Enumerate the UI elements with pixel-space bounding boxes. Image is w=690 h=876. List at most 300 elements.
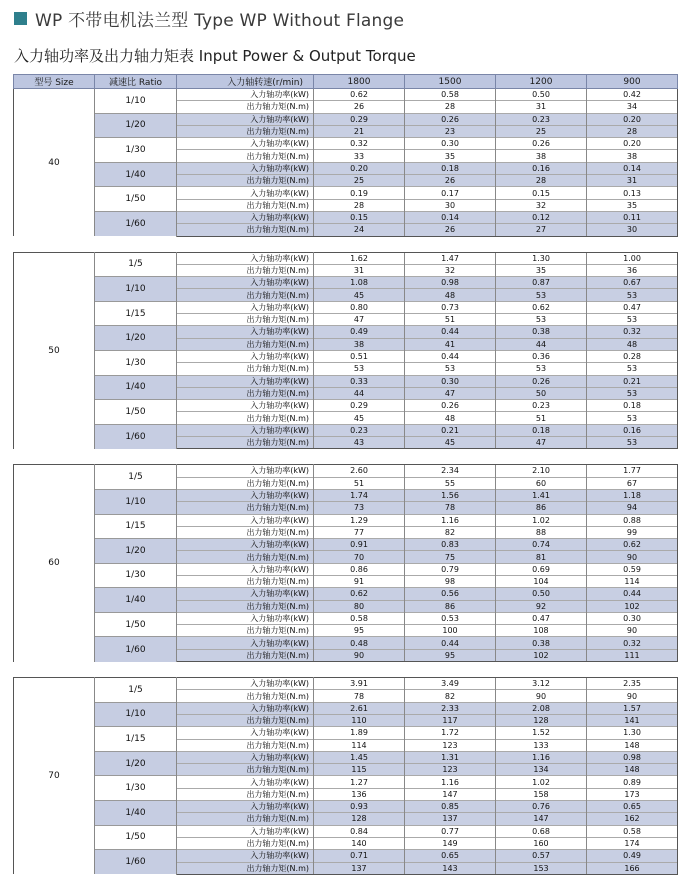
power-value-cell: 0.13 — [587, 187, 678, 199]
input-power-label: 入力轴功率(kW) — [177, 138, 314, 150]
torque-value-cell: 95 — [314, 625, 405, 637]
torque-value-cell: 53 — [587, 412, 678, 424]
table-row — [14, 375, 678, 387]
power-value-cell: 0.44 — [587, 588, 678, 600]
size-cell: 70 — [14, 678, 95, 875]
torque-value-cell: 47 — [314, 314, 405, 326]
power-value-cell: 1.77 — [587, 465, 678, 477]
power-value-cell: 0.42 — [587, 89, 678, 101]
table-row — [14, 751, 678, 763]
power-value-cell: 0.44 — [405, 350, 496, 362]
torque-value-cell: 53 — [405, 363, 496, 375]
power-value-cell: 1.18 — [587, 489, 678, 501]
torque-value-cell: 32 — [496, 199, 587, 211]
ratio-cell: 1/15 — [95, 301, 177, 326]
power-value-cell: 0.67 — [587, 277, 678, 289]
header-input-speed: 入力轴转速(r/min) — [177, 75, 314, 89]
torque-value-cell: 143 — [405, 862, 496, 874]
output-torque-label: 出力轴力矩(N.m) — [177, 764, 314, 776]
power-torque-table — [13, 74, 678, 875]
output-torque-label: 出力轴力矩(N.m) — [177, 649, 314, 661]
power-value-cell: 0.48 — [314, 637, 405, 649]
torque-value-cell: 90 — [587, 625, 678, 637]
header-speed-900: 900 — [587, 75, 678, 89]
header-speed-1200: 1200 — [496, 75, 587, 89]
group-spacer-cell — [14, 236, 678, 252]
table-row — [14, 211, 678, 223]
power-value-cell: 0.29 — [314, 400, 405, 412]
power-value-cell: 2.08 — [496, 702, 587, 714]
ratio-cell: 1/20 — [95, 326, 177, 351]
table-row — [14, 801, 678, 813]
power-value-cell: 0.15 — [314, 211, 405, 223]
power-value-cell: 0.98 — [587, 751, 678, 763]
power-value-cell: 0.73 — [405, 301, 496, 313]
input-power-label: 入力轴功率(kW) — [177, 252, 314, 264]
power-value-cell: 0.56 — [405, 588, 496, 600]
torque-value-cell: 38 — [587, 150, 678, 162]
table-row — [14, 187, 678, 199]
power-value-cell: 1.08 — [314, 277, 405, 289]
torque-value-cell: 26 — [405, 224, 496, 236]
torque-value-cell: 51 — [314, 477, 405, 489]
power-value-cell: 3.49 — [405, 678, 496, 690]
power-value-cell: 0.32 — [587, 326, 678, 338]
table-row — [14, 514, 678, 526]
power-value-cell: 0.47 — [587, 301, 678, 313]
torque-value-cell: 26 — [314, 101, 405, 113]
ratio-cell: 1/50 — [95, 187, 177, 212]
torque-value-cell: 117 — [405, 714, 496, 726]
input-power-label: 入力轴功率(kW) — [177, 850, 314, 862]
torque-value-cell: 137 — [314, 862, 405, 874]
torque-value-cell: 50 — [496, 387, 587, 399]
input-power-label: 入力轴功率(kW) — [177, 751, 314, 763]
power-value-cell: 0.32 — [587, 637, 678, 649]
power-value-cell: 1.30 — [587, 727, 678, 739]
input-power-label: 入力轴功率(kW) — [177, 489, 314, 501]
ratio-cell: 1/15 — [95, 514, 177, 539]
torque-value-cell: 98 — [405, 575, 496, 587]
ratio-cell: 1/50 — [95, 825, 177, 850]
torque-value-cell: 53 — [496, 314, 587, 326]
torque-value-cell: 95 — [405, 649, 496, 661]
power-value-cell: 0.11 — [587, 211, 678, 223]
ratio-cell: 1/60 — [95, 850, 177, 875]
ratio-cell: 1/5 — [95, 678, 177, 703]
power-value-cell: 0.30 — [405, 375, 496, 387]
torque-value-cell: 21 — [314, 125, 405, 137]
output-torque-label: 出力轴力矩(N.m) — [177, 264, 314, 276]
torque-value-cell: 80 — [314, 600, 405, 612]
power-value-cell: 0.88 — [587, 514, 678, 526]
power-value-cell: 2.33 — [405, 702, 496, 714]
torque-value-cell: 90 — [587, 690, 678, 702]
torque-value-cell: 26 — [405, 175, 496, 187]
power-value-cell: 0.26 — [405, 113, 496, 125]
power-value-cell: 1.16 — [405, 776, 496, 788]
torque-value-cell: 148 — [587, 739, 678, 751]
torque-value-cell: 75 — [405, 551, 496, 563]
output-torque-label: 出力轴力矩(N.m) — [177, 150, 314, 162]
power-value-cell: 0.91 — [314, 539, 405, 551]
output-torque-label: 出力轴力矩(N.m) — [177, 625, 314, 637]
power-value-cell: 0.69 — [496, 563, 587, 575]
input-power-label: 入力轴功率(kW) — [177, 301, 314, 313]
table-row — [14, 277, 678, 289]
output-torque-label: 出力轴力矩(N.m) — [177, 714, 314, 726]
size-cell: 40 — [14, 89, 95, 237]
output-torque-label: 出力轴力矩(N.m) — [177, 862, 314, 874]
power-value-cell: 0.21 — [587, 375, 678, 387]
power-value-cell: 0.23 — [496, 400, 587, 412]
power-value-cell: 0.17 — [405, 187, 496, 199]
power-value-cell: 0.62 — [314, 89, 405, 101]
power-value-cell: 0.51 — [314, 350, 405, 362]
power-value-cell: 0.15 — [496, 187, 587, 199]
torque-value-cell: 41 — [405, 338, 496, 350]
input-power-label: 入力轴功率(kW) — [177, 350, 314, 362]
torque-value-cell: 173 — [587, 788, 678, 800]
power-value-cell: 0.16 — [496, 162, 587, 174]
ratio-cell: 1/15 — [95, 727, 177, 752]
torque-value-cell: 111 — [587, 649, 678, 661]
power-value-cell: 0.33 — [314, 375, 405, 387]
power-value-cell: 0.58 — [314, 612, 405, 624]
input-power-label: 入力轴功率(kW) — [177, 776, 314, 788]
torque-value-cell: 31 — [314, 264, 405, 276]
table-row — [14, 350, 678, 362]
torque-value-cell: 94 — [587, 502, 678, 514]
power-value-cell: 1.74 — [314, 489, 405, 501]
torque-value-cell: 92 — [496, 600, 587, 612]
output-torque-label: 出力轴力矩(N.m) — [177, 690, 314, 702]
ratio-cell: 1/20 — [95, 113, 177, 138]
group-spacer-cell — [14, 449, 678, 465]
torque-value-cell: 81 — [496, 551, 587, 563]
power-value-cell: 0.71 — [314, 850, 405, 862]
torque-value-cell: 53 — [587, 314, 678, 326]
torque-value-cell: 23 — [405, 125, 496, 137]
table-row — [14, 489, 678, 501]
ratio-cell: 1/40 — [95, 588, 177, 613]
power-value-cell: 0.32 — [314, 138, 405, 150]
ratio-cell: 1/5 — [95, 465, 177, 490]
ratio-cell: 1/30 — [95, 350, 177, 375]
table-row — [14, 825, 678, 837]
torque-value-cell: 27 — [496, 224, 587, 236]
torque-value-cell: 88 — [496, 526, 587, 538]
table-row — [14, 612, 678, 624]
header-speed-1800: 1800 — [314, 75, 405, 89]
table-row — [14, 326, 678, 338]
power-value-cell: 1.27 — [314, 776, 405, 788]
power-value-cell: 0.49 — [314, 326, 405, 338]
torque-value-cell: 53 — [496, 289, 587, 301]
input-power-label: 入力轴功率(kW) — [177, 563, 314, 575]
power-value-cell: 0.26 — [496, 375, 587, 387]
power-value-cell: 0.44 — [405, 326, 496, 338]
torque-value-cell: 102 — [587, 600, 678, 612]
power-value-cell: 0.26 — [496, 138, 587, 150]
power-value-cell: 2.35 — [587, 678, 678, 690]
torque-value-cell: 48 — [587, 338, 678, 350]
title-square-icon — [14, 12, 27, 25]
input-power-label: 入力轴功率(kW) — [177, 211, 314, 223]
title-row — [14, 7, 404, 29]
power-value-cell: 1.62 — [314, 252, 405, 264]
ratio-cell: 1/10 — [95, 489, 177, 514]
size-cell: 60 — [14, 465, 95, 662]
power-value-cell: 1.29 — [314, 514, 405, 526]
torque-value-cell: 35 — [496, 264, 587, 276]
torque-value-cell: 48 — [405, 289, 496, 301]
power-value-cell: 0.36 — [496, 350, 587, 362]
power-value-cell: 0.18 — [405, 162, 496, 174]
torque-value-cell: 128 — [496, 714, 587, 726]
ratio-cell: 1/50 — [95, 612, 177, 637]
power-value-cell: 0.38 — [496, 326, 587, 338]
table-row — [14, 637, 678, 649]
torque-value-cell: 90 — [587, 551, 678, 563]
output-torque-label: 出力轴力矩(N.m) — [177, 387, 314, 399]
torque-value-cell: 147 — [496, 813, 587, 825]
torque-value-cell: 158 — [496, 788, 587, 800]
torque-value-cell: 128 — [314, 813, 405, 825]
output-torque-label: 出力轴力矩(N.m) — [177, 788, 314, 800]
torque-value-cell: 67 — [587, 477, 678, 489]
power-value-cell: 0.76 — [496, 801, 587, 813]
power-value-cell: 0.83 — [405, 539, 496, 551]
table-row — [14, 465, 678, 477]
output-torque-label: 出力轴力矩(N.m) — [177, 199, 314, 211]
torque-value-cell: 86 — [405, 600, 496, 612]
power-value-cell: 0.65 — [405, 850, 496, 862]
input-power-label: 入力轴功率(kW) — [177, 539, 314, 551]
torque-value-cell: 114 — [587, 575, 678, 587]
power-value-cell: 0.30 — [405, 138, 496, 150]
torque-value-cell: 99 — [587, 526, 678, 538]
power-value-cell: 0.77 — [405, 825, 496, 837]
power-value-cell: 0.19 — [314, 187, 405, 199]
input-power-label: 入力轴功率(kW) — [177, 637, 314, 649]
table-row — [14, 702, 678, 714]
power-value-cell: 0.23 — [496, 113, 587, 125]
torque-value-cell: 35 — [405, 150, 496, 162]
torque-value-cell: 36 — [587, 264, 678, 276]
power-value-cell: 0.89 — [587, 776, 678, 788]
table-row — [14, 400, 678, 412]
input-power-label: 入力轴功率(kW) — [177, 678, 314, 690]
power-value-cell: 0.84 — [314, 825, 405, 837]
power-value-cell: 0.58 — [405, 89, 496, 101]
table-row — [14, 563, 678, 575]
torque-value-cell: 166 — [587, 862, 678, 874]
page-subtitle: 入力轴功率及出力轴力矩表 Input Power & Output Torque — [14, 47, 416, 65]
ratio-cell: 1/30 — [95, 138, 177, 163]
output-torque-label: 出力轴力矩(N.m) — [177, 125, 314, 137]
torque-value-cell: 55 — [405, 477, 496, 489]
torque-value-cell: 102 — [496, 649, 587, 661]
torque-value-cell: 100 — [405, 625, 496, 637]
output-torque-label: 出力轴力矩(N.m) — [177, 739, 314, 751]
torque-value-cell: 53 — [587, 387, 678, 399]
power-value-cell: 0.86 — [314, 563, 405, 575]
torque-value-cell: 162 — [587, 813, 678, 825]
power-value-cell: 3.91 — [314, 678, 405, 690]
torque-value-cell: 28 — [314, 199, 405, 211]
ratio-cell: 1/5 — [95, 252, 177, 277]
power-value-cell: 0.53 — [405, 612, 496, 624]
torque-value-cell: 38 — [496, 150, 587, 162]
ratio-cell: 1/40 — [95, 801, 177, 826]
output-torque-label: 出力轴力矩(N.m) — [177, 526, 314, 538]
power-value-cell: 0.23 — [314, 424, 405, 436]
power-value-cell: 1.45 — [314, 751, 405, 763]
output-torque-label: 出力轴力矩(N.m) — [177, 224, 314, 236]
torque-value-cell: 70 — [314, 551, 405, 563]
power-value-cell: 0.74 — [496, 539, 587, 551]
torque-value-cell: 45 — [314, 289, 405, 301]
power-value-cell: 0.38 — [496, 637, 587, 649]
power-value-cell: 2.61 — [314, 702, 405, 714]
group-spacer-cell — [14, 662, 678, 678]
ratio-cell: 1/40 — [95, 375, 177, 400]
torque-value-cell: 33 — [314, 150, 405, 162]
power-value-cell: 0.49 — [587, 850, 678, 862]
power-value-cell: 0.21 — [405, 424, 496, 436]
ratio-cell: 1/60 — [95, 424, 177, 449]
power-value-cell: 2.60 — [314, 465, 405, 477]
input-power-label: 入力轴功率(kW) — [177, 424, 314, 436]
power-value-cell: 1.52 — [496, 727, 587, 739]
torque-value-cell: 48 — [405, 412, 496, 424]
ratio-cell: 1/20 — [95, 751, 177, 776]
power-value-cell: 1.47 — [405, 252, 496, 264]
power-value-cell: 0.85 — [405, 801, 496, 813]
torque-value-cell: 35 — [587, 199, 678, 211]
output-torque-label: 出力轴力矩(N.m) — [177, 551, 314, 563]
input-power-label: 入力轴功率(kW) — [177, 612, 314, 624]
torque-value-cell: 110 — [314, 714, 405, 726]
torque-value-cell: 28 — [405, 101, 496, 113]
power-value-cell: 0.87 — [496, 277, 587, 289]
table-row — [14, 301, 678, 313]
power-value-cell: 0.18 — [496, 424, 587, 436]
input-power-label: 入力轴功率(kW) — [177, 702, 314, 714]
torque-value-cell: 45 — [314, 412, 405, 424]
torque-value-cell: 31 — [496, 101, 587, 113]
torque-value-cell: 104 — [496, 575, 587, 587]
torque-value-cell: 53 — [587, 437, 678, 449]
table-row — [14, 850, 678, 862]
torque-value-cell: 123 — [405, 739, 496, 751]
power-value-cell: 0.14 — [405, 211, 496, 223]
power-value-cell: 0.62 — [496, 301, 587, 313]
power-value-cell: 0.59 — [587, 563, 678, 575]
power-value-cell: 0.50 — [496, 89, 587, 101]
power-value-cell: 0.93 — [314, 801, 405, 813]
table-row — [14, 539, 678, 551]
torque-value-cell: 34 — [587, 101, 678, 113]
ratio-cell: 1/60 — [95, 637, 177, 662]
spec-table-container — [13, 74, 677, 875]
power-value-cell: 0.98 — [405, 277, 496, 289]
torque-value-cell: 45 — [405, 437, 496, 449]
torque-value-cell: 60 — [496, 477, 587, 489]
power-value-cell: 1.02 — [496, 514, 587, 526]
ratio-cell: 1/30 — [95, 776, 177, 801]
table-row — [14, 588, 678, 600]
group-spacer — [14, 449, 678, 465]
input-power-label: 入力轴功率(kW) — [177, 162, 314, 174]
torque-value-cell: 136 — [314, 788, 405, 800]
torque-value-cell: 149 — [405, 837, 496, 849]
power-value-cell: 0.68 — [496, 825, 587, 837]
torque-value-cell: 30 — [587, 224, 678, 236]
power-value-cell: 0.28 — [587, 350, 678, 362]
input-power-label: 入力轴功率(kW) — [177, 588, 314, 600]
output-torque-label: 出力轴力矩(N.m) — [177, 314, 314, 326]
table-row — [14, 162, 678, 174]
input-power-label: 入力轴功率(kW) — [177, 375, 314, 387]
torque-value-cell: 134 — [496, 764, 587, 776]
torque-value-cell: 160 — [496, 837, 587, 849]
power-value-cell: 1.16 — [405, 514, 496, 526]
power-value-cell: 0.16 — [587, 424, 678, 436]
ratio-cell: 1/60 — [95, 211, 177, 236]
torque-value-cell: 147 — [405, 788, 496, 800]
power-value-cell: 0.62 — [587, 539, 678, 551]
torque-value-cell: 114 — [314, 739, 405, 751]
power-value-cell: 0.20 — [587, 113, 678, 125]
torque-value-cell: 25 — [496, 125, 587, 137]
torque-value-cell: 153 — [496, 862, 587, 874]
table-row — [14, 776, 678, 788]
header-size: 型号 Size — [14, 75, 95, 89]
input-power-label: 入力轴功率(kW) — [177, 89, 314, 101]
output-torque-label: 出力轴力矩(N.m) — [177, 575, 314, 587]
torque-value-cell: 86 — [496, 502, 587, 514]
input-power-label: 入力轴功率(kW) — [177, 801, 314, 813]
power-value-cell: 1.16 — [496, 751, 587, 763]
input-power-label: 入力轴功率(kW) — [177, 113, 314, 125]
ratio-cell: 1/10 — [95, 89, 177, 114]
torque-value-cell: 123 — [405, 764, 496, 776]
torque-value-cell: 31 — [587, 175, 678, 187]
torque-value-cell: 78 — [314, 690, 405, 702]
power-value-cell: 0.14 — [587, 162, 678, 174]
size-cell: 50 — [14, 252, 95, 449]
torque-value-cell: 44 — [314, 387, 405, 399]
torque-value-cell: 90 — [314, 649, 405, 661]
torque-value-cell: 53 — [496, 363, 587, 375]
output-torque-label: 出力轴力矩(N.m) — [177, 502, 314, 514]
output-torque-label: 出力轴力矩(N.m) — [177, 363, 314, 375]
group-spacer — [14, 662, 678, 678]
power-value-cell: 0.62 — [314, 588, 405, 600]
torque-value-cell: 25 — [314, 175, 405, 187]
table-row — [14, 678, 678, 690]
table-row — [14, 89, 678, 101]
power-value-cell: 0.20 — [314, 162, 405, 174]
torque-value-cell: 28 — [587, 125, 678, 137]
power-value-cell: 1.41 — [496, 489, 587, 501]
input-power-label: 入力轴功率(kW) — [177, 326, 314, 338]
torque-value-cell: 115 — [314, 764, 405, 776]
power-value-cell: 1.89 — [314, 727, 405, 739]
torque-value-cell: 148 — [587, 764, 678, 776]
